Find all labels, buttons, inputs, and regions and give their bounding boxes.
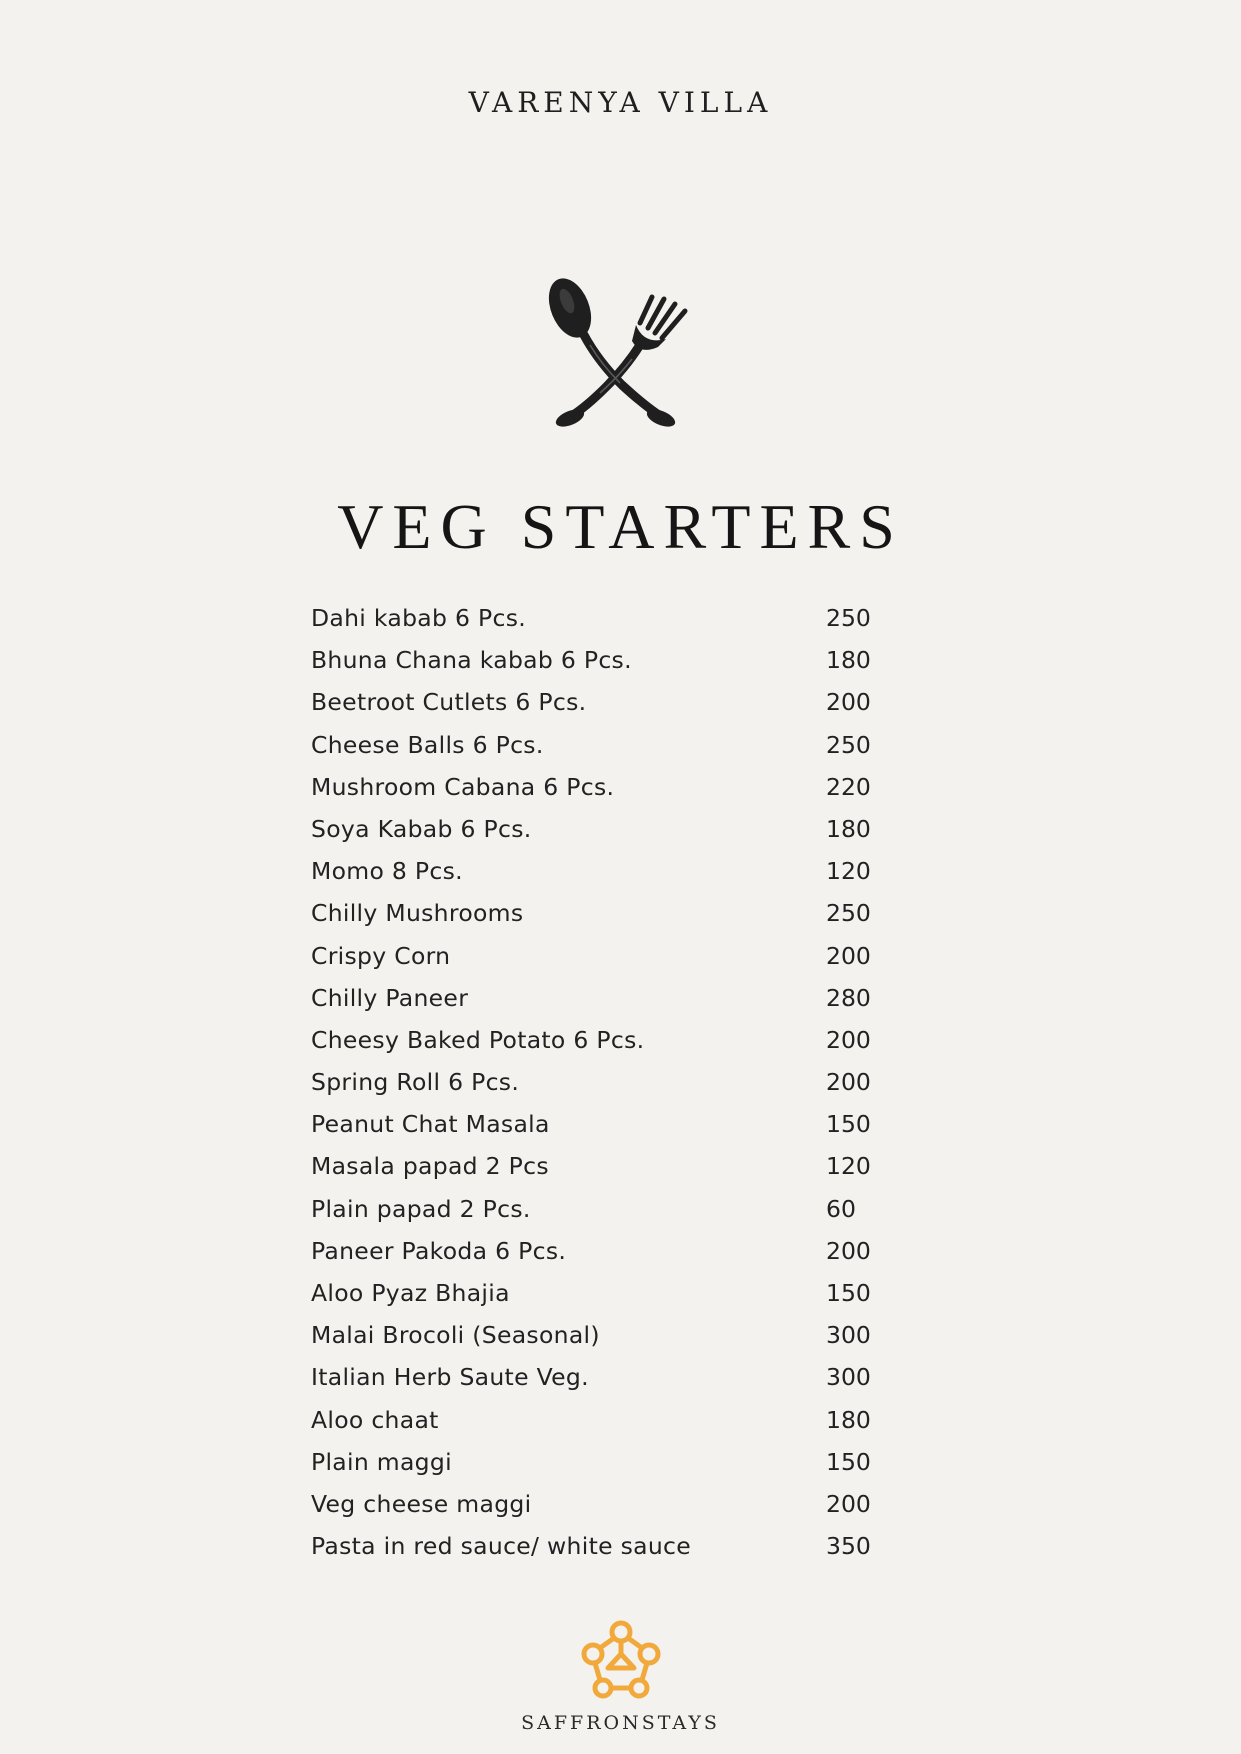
menu-item-name: Plain maggi (311, 1447, 452, 1476)
menu-item (311, 773, 881, 815)
menu-item-price: 280 (826, 983, 871, 1012)
menu-item-name: Aloo chaat (311, 1405, 439, 1434)
brand-name: SAFFRONSTAYS (521, 1712, 720, 1734)
menu-item-price: 250 (826, 604, 871, 632)
menu-item-price: 250 (826, 730, 871, 759)
menu-item-name: Spring Roll 6 Pcs. (311, 1068, 520, 1097)
menu-item (311, 604, 881, 646)
menu-item (311, 1406, 881, 1448)
menu-item-name: Aloo Pyaz Bhajia (311, 1279, 510, 1307)
menu-item-name: Plain papad 2 Pcs. (311, 1194, 531, 1223)
menu-item-price: 180 (826, 1405, 871, 1434)
menu-item-price: 300 (826, 1363, 871, 1392)
menu-item (311, 1321, 881, 1363)
menu-item-price: 200 (826, 1025, 871, 1054)
menu-item-name: Beetroot Cutlets 6 Pcs. (311, 688, 587, 717)
menu-item-price: 60 (826, 1194, 856, 1223)
menu-item-price: 200 (826, 1236, 871, 1265)
menu-item-price: 350 (826, 1532, 871, 1561)
menu-item (311, 1026, 881, 1068)
menu-item (311, 1237, 881, 1279)
menu-item (311, 857, 881, 899)
menu-item-price: 150 (826, 1447, 871, 1476)
menu-item (311, 1110, 881, 1152)
menu-item-name: Mushroom Cabana 6 Pcs. (311, 772, 615, 801)
menu-item (311, 1363, 881, 1405)
menu-item-name: Dahi kabab 6 Pcs. (311, 604, 527, 632)
menu-item (311, 984, 881, 1026)
menu-item-name: Chilly Paneer (311, 983, 469, 1012)
menu-item (311, 1195, 881, 1237)
menu-item (311, 731, 881, 773)
menu-item-name: Momo 8 Pcs. (311, 857, 463, 886)
menu-item-price: 300 (826, 1321, 871, 1350)
menu-item-price: 120 (826, 857, 871, 886)
menu-item (311, 1068, 881, 1110)
menu-item-price: 220 (826, 772, 871, 801)
menu-item-name: Cheesy Baked Potato 6 Pcs. (311, 1025, 645, 1054)
menu-item (311, 1490, 881, 1532)
menu-item-price: 200 (826, 941, 871, 970)
menu-item-price: 150 (826, 1279, 871, 1307)
menu-item-name: Soya Kabab 6 Pcs. (311, 814, 532, 843)
menu-item-name: Veg cheese maggi (311, 1489, 532, 1518)
menu-item-name: Paneer Pakoda 6 Pcs. (311, 1236, 567, 1265)
menu-item-price: 150 (826, 1110, 871, 1139)
menu-item-name: Malai Brocoli (Seasonal) (311, 1321, 600, 1350)
menu-item-name: Peanut Chat Masala (311, 1110, 550, 1139)
menu-item (311, 1448, 881, 1490)
menu-item-name: Chilly Mushrooms (311, 899, 524, 928)
menu-item-price: 250 (826, 899, 871, 928)
menu-item-name: Italian Herb Saute Veg. (311, 1363, 589, 1392)
menu-list (311, 604, 881, 1574)
menu-item (311, 942, 881, 984)
menu-item-price: 200 (826, 1489, 871, 1518)
menu-item (311, 1152, 881, 1194)
menu-item-price: 200 (826, 688, 871, 717)
menu-item-name: Crispy Corn (311, 941, 451, 970)
menu-item (311, 1279, 881, 1321)
menu-item-name: Cheese Balls 6 Pcs. (311, 730, 544, 759)
venue-name: VARENYA VILLA (468, 86, 773, 119)
menu-item (311, 688, 881, 730)
menu-item-name: Masala papad 2 Pcs (311, 1152, 549, 1181)
menu-item (311, 899, 881, 941)
saffronstays-knot-logo (578, 1618, 664, 1704)
section-title: VEG STARTERS (337, 491, 904, 562)
menu-item-price: 200 (826, 1068, 871, 1097)
menu-item (311, 1532, 881, 1574)
menu-item (311, 815, 881, 857)
menu-item-price: 180 (826, 646, 871, 675)
crossed-spoon-fork-icon (540, 275, 705, 440)
menu-item-price: 120 (826, 1152, 871, 1181)
menu-item-name: Pasta in red sauce/ white sauce (311, 1532, 692, 1561)
menu-item (311, 646, 881, 688)
menu-item-price: 180 (826, 814, 871, 843)
menu-item-name: Bhuna Chana kabab 6 Pcs. (311, 646, 632, 675)
